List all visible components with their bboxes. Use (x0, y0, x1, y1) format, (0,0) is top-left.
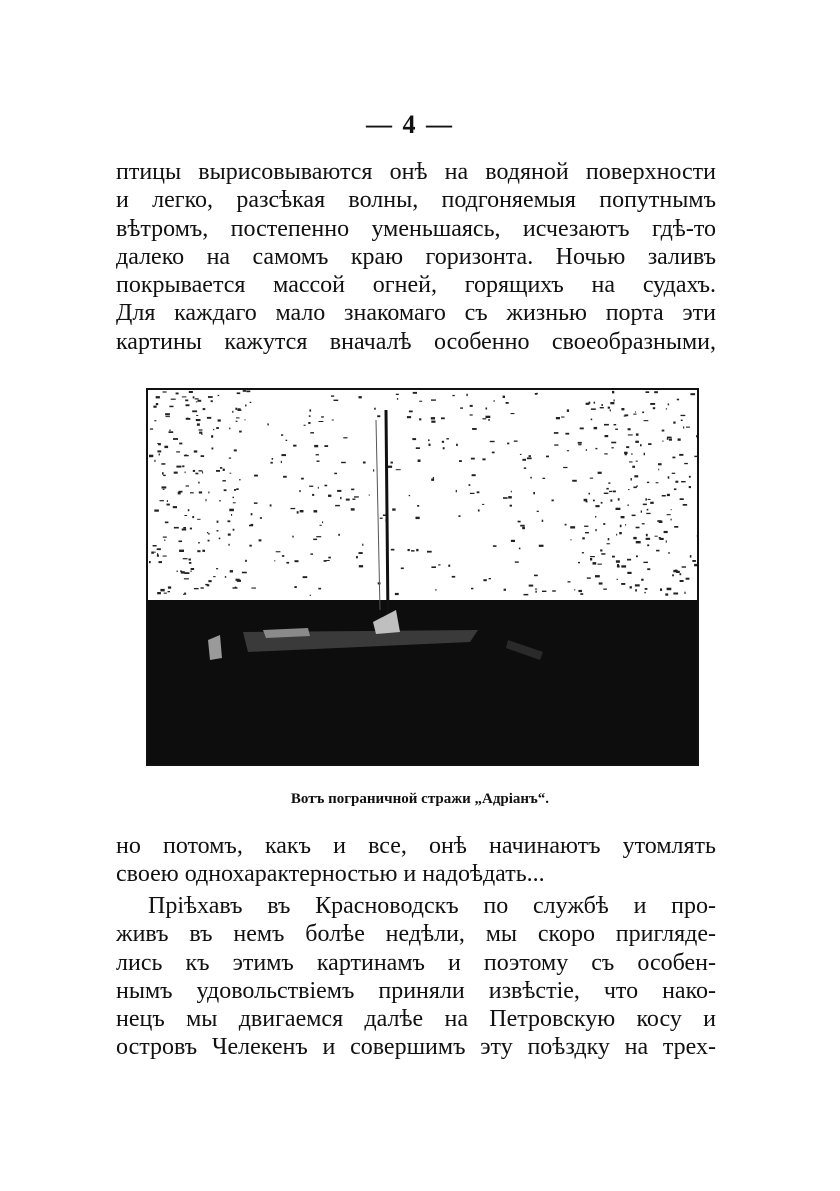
text-line: но потомъ, какъ и все, онѣ начинаютъ утомлять (116, 833, 716, 859)
text-line: нымъ удовольствіемъ приняли извѣстіе, что нако- (116, 977, 716, 1004)
paragraph-1 (116, 158, 716, 356)
text-line: лись къ этимъ картинамъ и поэтому съ особен- (116, 949, 716, 976)
text-line: вѣтромъ, постепенно уменьшаясь, исчезаютъ гдѣ-то (116, 215, 716, 242)
text-line: своею однохарактерностью и надоѣдать... (116, 861, 545, 888)
text-line: Пріѣхавъ въ Красноводскъ по службѣ и про- (148, 893, 716, 919)
text-line: островъ Челекенъ и совершимъ эту поѣздку на трех- (116, 1034, 716, 1061)
page-number: — 4 — (366, 110, 454, 139)
text-line: Для каждаго мало знакомаго съ жизнью порта эти (116, 300, 716, 327)
text-line: далеко на самомъ краю горизонта. Ночью заливъ (116, 243, 716, 270)
paragraph-3 (116, 892, 716, 1062)
text-line: птицы вырисовываются онѣ на водяной поверхности (116, 159, 716, 185)
text-line: нецъ мы двигаемся далѣе на Петровскую косу и (116, 1006, 716, 1033)
text-line: картины кажутся вначалѣ особенно своеобразными, (116, 328, 716, 355)
text-line: покрывается массой огней, горящихъ на судахъ. (116, 272, 716, 299)
ship-illustration (146, 388, 699, 766)
text-line: живъ въ немъ болѣе недѣли, мы скоро пригляде- (116, 921, 716, 948)
sea-area (148, 600, 697, 764)
paragraph-2 (116, 832, 716, 889)
ship-picture (148, 390, 697, 764)
sky-area (148, 390, 697, 600)
text-line: и легко, разсѣкая волны, подгоняемыя попутнымъ (116, 187, 716, 214)
figure-caption: Вотъ пограничной стражи „Адріанъ“. (290, 791, 550, 807)
